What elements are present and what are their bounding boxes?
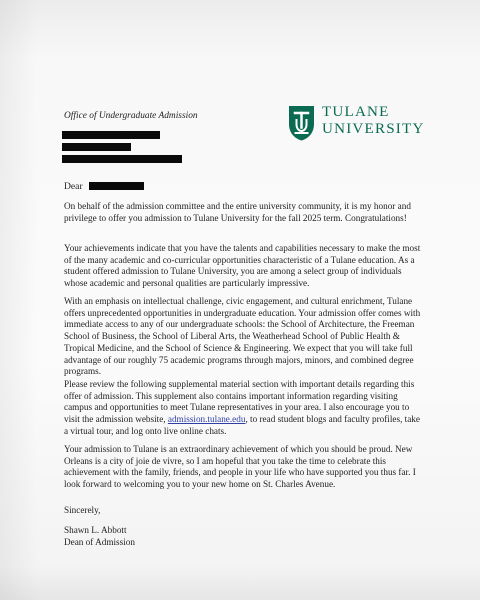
redacted-address-line-3 [62,155,182,163]
salutation-label: Dear [64,181,83,192]
signer-name: Shawn L. Abbott [64,525,127,535]
paragraph-4-before-link: Please review the following supplemental material section with important details regarding this offer of admission. This supplement also contains important information regarding visiting campus and opportunities to meet Tulane representatives in your area. I also encourage you to visit the admission website, [64,379,415,425]
tulane-logo [287,104,425,142]
redacted-address-line-2 [62,143,131,151]
paragraph-3: With an emphasis on intellectual challenge, civic engagement, and cultural enrichment, Tulane offers unprecedented opportunities in undergraduate education. Your admission offer comes with immediate access to any of our undergraduate schools: the School of Architecture, the Freeman School of Business, the School of Liberal Arts, the Weatherhead School of Public Health & Tropical Medicine, and the School of Science & Engineering. We expect that you will take full advantage of our roughly 75 academic programs through majors, minors, and combined degree programs. [64,296,421,377]
admission-website-link[interactable]: admission.tulane.edu [167,414,246,425]
paragraph-1: On behalf of the admission committee and the entire university community, it is my honor and privilege to offer you admission to Tulane University for the fall 2025 term. Congratulations! [64,201,411,223]
redacted-address-line-1 [62,131,160,139]
signoff: Sincerely, [64,505,101,515]
wordmark-line-2: UNIVERSITY [322,121,425,138]
page-shadow-bottom [0,566,480,600]
paragraph-4-after-link: , to read student blogs and faculty profiles, take a virtual tour, and log onto live online chats. [64,414,420,436]
paragraph-4 [64,379,424,438]
tulane-shield-icon [287,104,316,142]
paragraph-5: Your admission to Tulane is an extraordinary achievement of which you should be proud. New Orleans is a city of joie de vivre, so I am hopeful that you take the time to celebrate this achievement with the family, friends, and people in your life who have supported you thus far. I look forward to welcoming you to your new home on St. Charles Avenue. [64,444,416,490]
tulane-wordmark [322,105,425,137]
redacted-recipient-name [89,182,144,190]
paragraph-2: Your achievements indicate that you have the talents and capabilities necessary to make the most of the many academic and co-curricular opportunities characteristic of a Tulane education. As a student offered admission to Tulane University, you are among a select group of individuals whose academic and personal qualities are particularly impressive. [64,243,421,289]
wordmark-line-1: TULANE [322,104,390,120]
salutation [64,181,144,192]
signer-title: Dean of Admission [64,537,135,547]
page-shadow-left [0,0,38,600]
office-line: Office of Undergraduate Admission [64,111,198,121]
